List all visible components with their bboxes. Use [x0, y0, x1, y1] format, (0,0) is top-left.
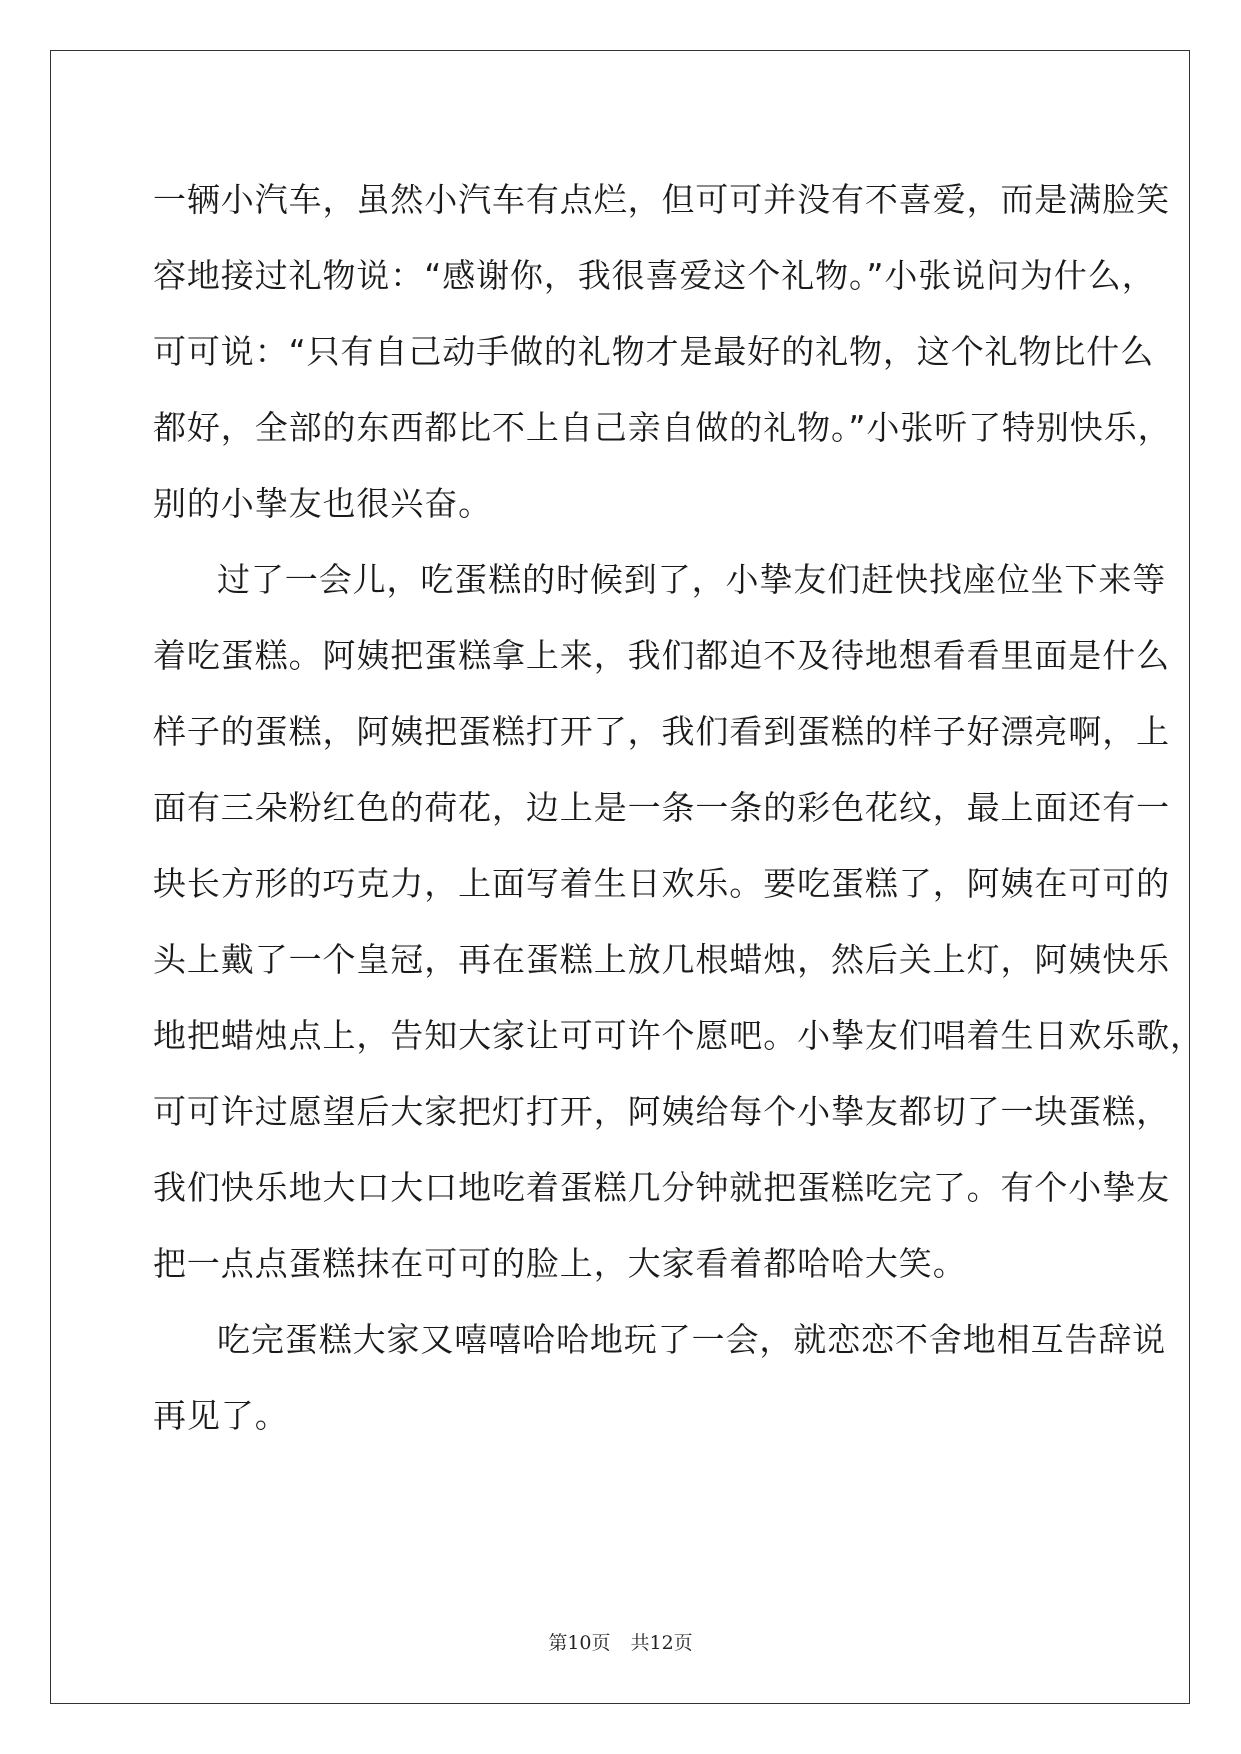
paragraph-1: [153, 162, 1172, 542]
page-footer: [0, 1628, 1241, 1655]
text-line: 一辆小汽车，虽然小汽车有点烂，但可可并没有不喜爱，而是满脸笑: [153, 180, 1170, 219]
paragraph-2: [153, 542, 1204, 1302]
text-line: 可可说：“只有自己动手做的礼物才是最好的礼物，这个礼物比什么: [153, 332, 1155, 371]
page-total: 共12页: [630, 1632, 693, 1654]
text-line: 可可许过愿望后大家把灯打开，阿姨给每个小挚友都切了一块蛋糕，: [153, 1092, 1170, 1131]
text-line: 样子的蛋糕，阿姨把蛋糕打开了，我们看到蛋糕的样子好漂亮啊，上: [153, 712, 1170, 751]
text-line: 过了一会儿，吃蛋糕的时候到了，小挚友们赶快找座位坐下来等: [217, 560, 1167, 599]
text-line: 把一点点蛋糕抹在可可的脸上，大家看着都哈哈大笑。: [153, 1244, 967, 1283]
text-line: 吃完蛋糕大家又嘻嘻哈哈地玩了一会，就恋恋不舍地相互告辞说: [217, 1320, 1167, 1359]
text-line: 都好，全部的东西都比不上自己亲自做的礼物。”小张听了特别快乐，: [153, 408, 1172, 447]
page-number: 第10页: [548, 1632, 611, 1654]
text-line: 面有三朵粉红色的荷花，边上是一条一条的彩色花纹，最上面还有一: [153, 788, 1170, 827]
text-line: 着吃蛋糕。阿姨把蛋糕拿上来，我们都迫不及待地想看看里面是什么: [153, 636, 1170, 675]
text-line: 块长方形的巧克力，上面写着生日欢乐。要吃蛋糕了，阿姨在可可的: [153, 864, 1170, 903]
paragraph-3: [153, 1302, 1167, 1454]
document-body: [153, 162, 1204, 1454]
text-line: 地把蜡烛点上，告知大家让可可许个愿吧。小挚友们唱着生日欢乐歌，: [153, 1016, 1204, 1055]
text-line: 我们快乐地大口大口地吃着蛋糕几分钟就把蛋糕吃完了。有个小挚友: [153, 1168, 1170, 1207]
text-line: 别的小挚友也很兴奋。: [153, 484, 492, 523]
text-line: 头上戴了一个皇冠，再在蛋糕上放几根蜡烛，然后关上灯，阿姨快乐: [153, 940, 1170, 979]
text-line: 容地接过礼物说：“感谢你，我很喜爱这个礼物。”小张说问为什么，: [153, 256, 1156, 295]
text-line: 再见了。: [153, 1396, 289, 1435]
